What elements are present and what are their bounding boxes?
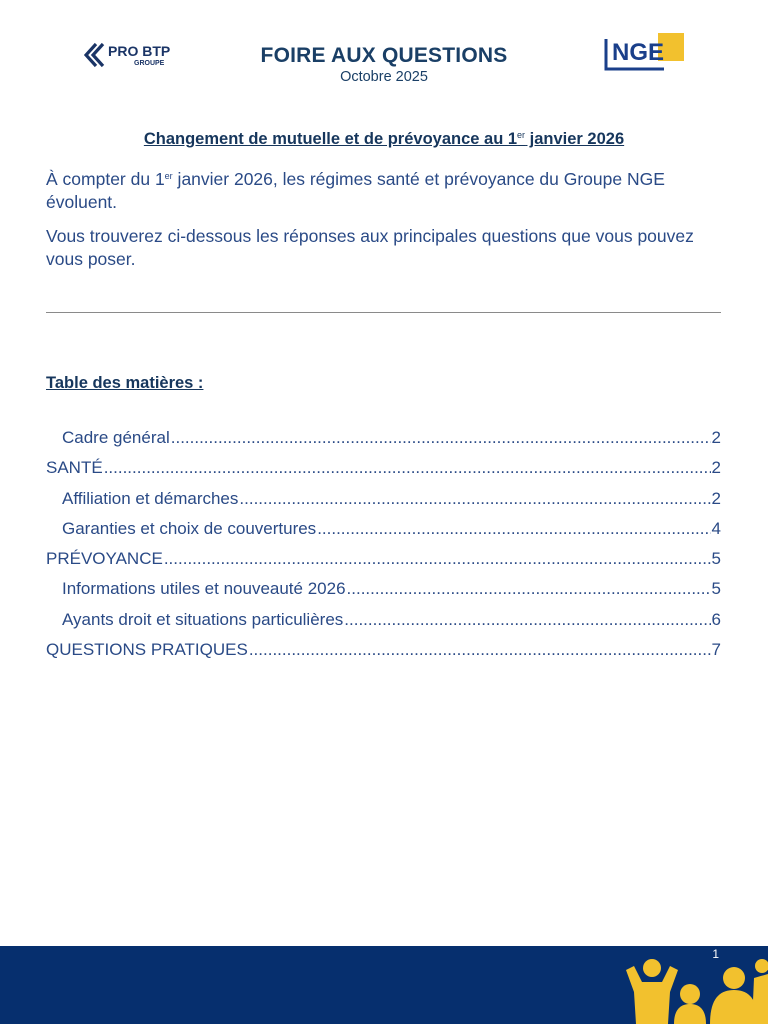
toc-entry-page: 7 — [711, 640, 721, 660]
toc-entry-page: 5 — [711, 549, 721, 569]
toc-entry-prevoyance[interactable] — [46, 549, 721, 579]
nge-logo-text: NGE — [612, 39, 665, 66]
intro-p1-sup: er — [164, 171, 173, 181]
toc-entry-page: 2 — [711, 488, 721, 508]
document-heading-sup: er — [517, 130, 526, 140]
page-number: 1 — [712, 947, 719, 961]
toc-entry-page: 2 — [711, 428, 721, 447]
table-of-contents — [46, 428, 721, 670]
document-heading — [0, 130, 768, 149]
toc-entry-label: Cadre général — [62, 428, 170, 447]
toc-entry-page: 4 — [711, 518, 721, 538]
toc-leader-dots — [249, 640, 711, 660]
toc-entry-label: Ayants droit et situations particulières — [62, 609, 344, 629]
toc-leader-dots — [344, 610, 710, 630]
toc-entry-page: 5 — [711, 579, 721, 599]
page-date: Octobre 2025 — [340, 69, 428, 85]
toc-leader-dots — [239, 489, 710, 509]
intro-paragraph-1 — [46, 165, 726, 214]
page-title: FOIRE AUX QUESTIONS — [260, 44, 508, 67]
document-heading-tail: janvier 2026 — [525, 130, 625, 148]
toc-leader-dots — [164, 549, 711, 569]
toc-entry-questions-pratiques[interactable] — [46, 640, 721, 670]
toc-entry-sante[interactable] — [46, 458, 721, 488]
toc-entry-label: QUESTIONS PRATIQUES — [46, 640, 248, 660]
toc-entry-label: PRÉVOYANCE — [46, 549, 163, 569]
toc-entry-affiliation[interactable] — [46, 489, 721, 519]
toc-leader-dots — [317, 519, 710, 539]
document-heading-main: Changement de mutuelle et de prévoyance au 1 — [143, 130, 518, 148]
toc-entry-label: Garanties et choix de couvertures — [62, 518, 317, 538]
toc-entry-informations-utiles[interactable] — [46, 579, 721, 609]
toc-entry-cadre-general[interactable] — [46, 428, 721, 458]
divider — [46, 312, 721, 313]
pro-btp-logo-subtext: GROUPE — [134, 60, 165, 67]
toc-entry-label: SANTÉ — [46, 458, 103, 478]
toc-entry-garanties[interactable] — [46, 519, 721, 549]
people-silhouettes-icon — [612, 952, 768, 1024]
toc-entry-ayants-droit[interactable] — [46, 610, 721, 640]
toc-leader-dots — [171, 428, 711, 448]
toc-title: Table des matières : — [46, 374, 204, 392]
toc-entry-label: Affiliation et démarches — [62, 488, 239, 508]
intro-p1-start: À compter du 1 — [46, 169, 165, 189]
toc-leader-dots — [104, 458, 711, 478]
toc-leader-dots — [347, 579, 711, 599]
toc-entry-label: Informations utiles et nouveauté 2026 — [62, 579, 346, 599]
intro-p1-end: janvier 2026, les régimes santé et prévoyance du Groupe NGE évoluent. — [46, 169, 665, 212]
pro-btp-logo-text: PRO BTP — [108, 43, 171, 59]
toc-entry-page: 6 — [711, 609, 721, 629]
intro-paragraph-2: Vous trouverez ci-dessous les réponses aux principales questions que vous pouvez vous poser. — [46, 226, 694, 269]
toc-entry-page: 2 — [711, 458, 721, 478]
